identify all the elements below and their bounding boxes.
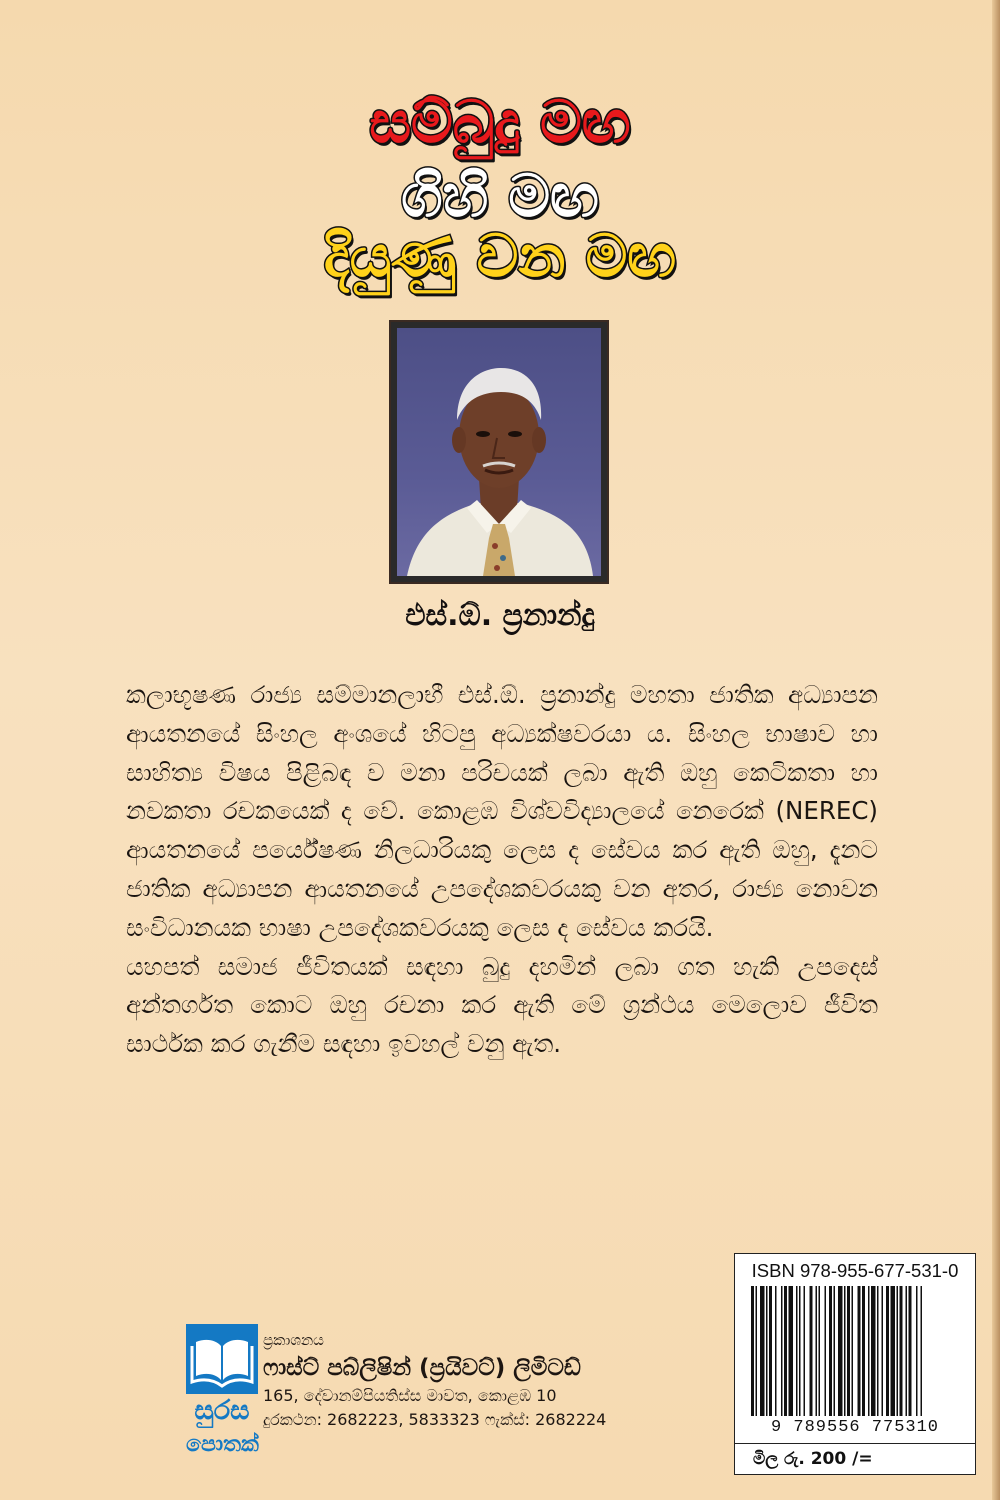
- logo-word-2: පොතක්: [186, 1432, 259, 1457]
- author-bio: [126, 676, 878, 1064]
- publisher-logo: [186, 1324, 258, 1468]
- open-book-icon: [186, 1324, 258, 1394]
- publisher-address: 165, දේවානම්පියතිස්ස මාවත, කොළඹ 10: [263, 1386, 557, 1405]
- logo-block: [186, 1324, 258, 1394]
- isbn-box: [734, 1253, 976, 1475]
- author-portrait-icon: [397, 328, 601, 576]
- barcode-digits: 9 789556 775310: [770, 1418, 940, 1437]
- author-photo-frame: [391, 322, 607, 582]
- bio-paragraph-1: කලාභූෂණ රාජ්‍ය සම්මානලාභී එස්.ඕ. ප්‍රනාන්දු මහතා ජාතික අධ්‍යාපන ආයතනයේ සිංහල අංශයේ හිටපු අධ්‍යක්ෂවරයා ය. සිංහල භාෂාව හා සාහිත්‍ය විෂය පිළිබඳ ව මනා පරිචයක් ලබා ඇති ඔහු කෙටිකතා හා නවකතා රචකයෙක් ද වේ. කොළඹ විශ්වවිද්‍යාලයේ නෙරෙක් (NEREC) ආයතනයේ පර්යේෂණ නිලධාරියකු ලෙස ද සේවය කර ඇති ඔහු, දැනට ජාතික අධ්‍යාපන ආයතනයේ උපදේශකවරයකු වන අතර, රාජ්‍ය නොවන සංවිධානයක භාෂා උපදේශකවරයකු ලෙස ද සේවය කරයි.: [126, 680, 878, 942]
- publisher-phone: දුරකථන: 2682223, 5833323 ෆැක්ස්: 2682224: [263, 1410, 607, 1429]
- publisher-label: ප්‍රකාශනය: [263, 1331, 324, 1349]
- publisher-name: ෆාස්ට් පබ්ලිෂින් (ප්‍රයිවට්) ලිමිටඩ්: [263, 1355, 581, 1381]
- publisher-info: [263, 1328, 723, 1432]
- logo-word-1: සුරස: [194, 1395, 250, 1426]
- author-name: එස්.ඕ. ප්‍රනාන්දු: [405, 598, 595, 633]
- bio-paragraph-2: යහපත් සමාජ ජීවිතයක් සඳහා බුදු දහමින් ලබා ගත හැකි උපදෙස් අන්තර්ගත කොට ඔහු රචනා කර ඇති මේ ග්‍රන්ථය මෙලොව ජීවිත සාර්ථක කර ගැනීම සඳහා ඉවහල් වනු ඇත.: [126, 951, 878, 1059]
- title-line-3: දියුණු වන මඟ: [323, 222, 677, 290]
- isbn-label: ISBN 978-955-677-531-0: [751, 1260, 959, 1281]
- title-line-1: සම්බුදු මඟ: [369, 88, 631, 156]
- price: මිල රු. 200 /=: [735, 1443, 975, 1474]
- barcode-icon: [749, 1286, 961, 1416]
- title-line-2: ගිහි මඟ: [401, 162, 599, 230]
- author-photo: [397, 328, 601, 576]
